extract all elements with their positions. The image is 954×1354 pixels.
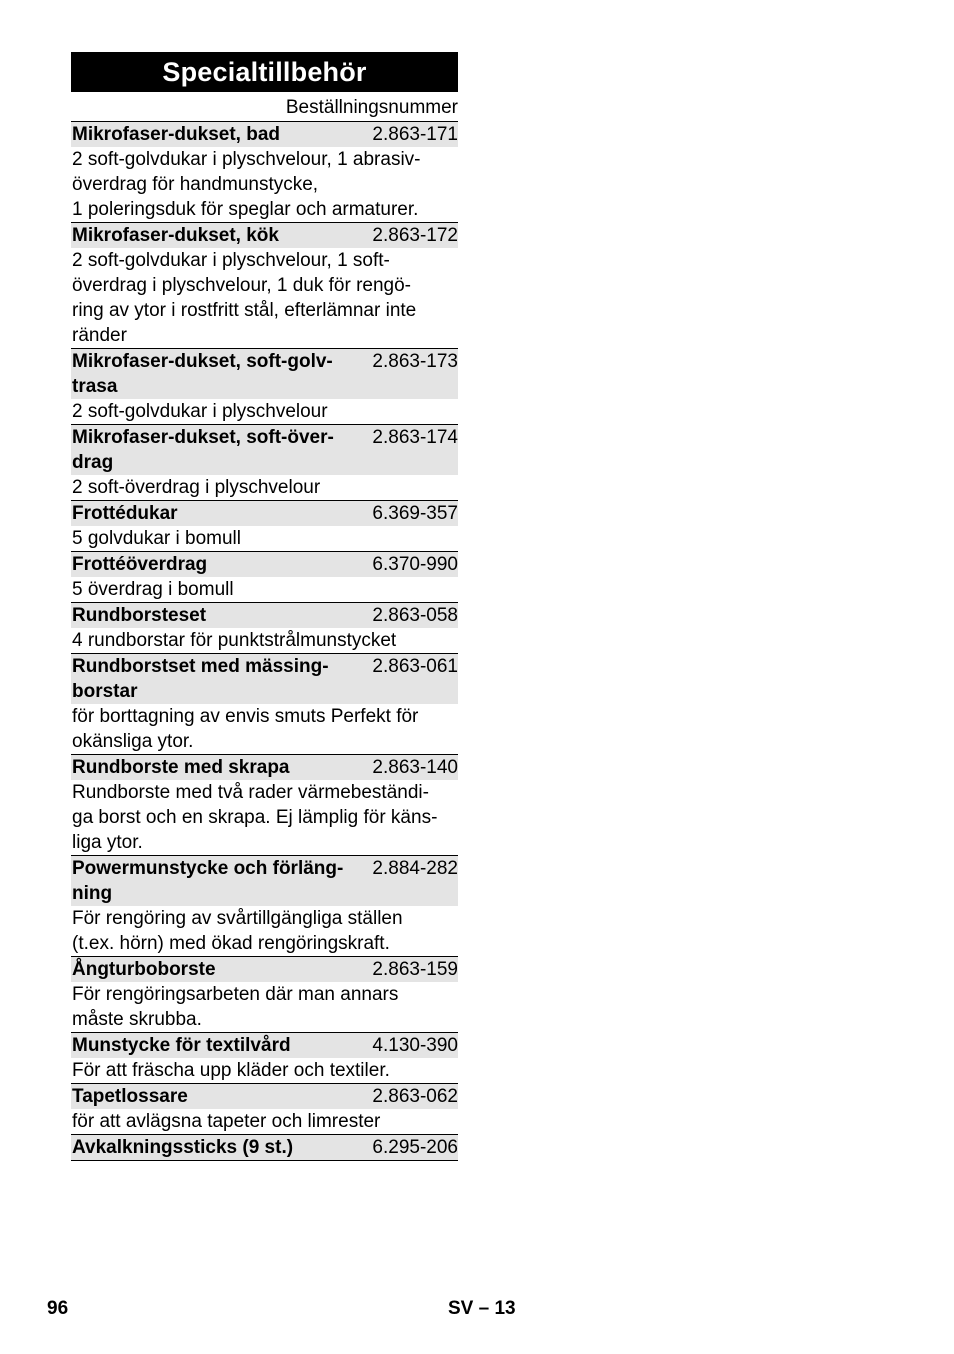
accessory-item [71,223,458,349]
accessory-item [71,957,458,1033]
accessory-item [71,552,458,603]
accessory-item [71,856,458,957]
accessory-order-number: 6.370-990 [372,554,458,575]
accessory-name: Mikrofaser-dukset, bad [72,124,280,145]
accessory-name: Ångturboborste [72,959,216,980]
section-marker: SV – 13 [448,1298,516,1319]
accessory-order-number: 6.369-357 [372,503,458,524]
accessory-item [71,501,458,552]
accessory-description: 5 överdrag i bomull [72,579,234,600]
accessory-item [71,349,458,425]
accessory-order-number: 4.130-390 [372,1035,458,1056]
accessory-name: Frottéöverdrag [72,554,208,575]
accessory-item-header [71,501,458,526]
accessory-item [71,1084,458,1135]
accessory-list [71,122,458,1161]
accessory-description: 2 soft-överdrag i plyschvelour [72,477,321,498]
accessory-item [71,755,458,856]
accessory-name: Tapetlossare [72,1086,188,1107]
accessory-item [71,1135,458,1161]
accessory-item-header [71,1033,458,1058]
accessory-description: för borttagning av envis smuts Perfekt för okänsliga ytor. [72,706,419,752]
accessory-item-header [71,603,458,628]
accessory-name: Rundborstset med mässing- borstar [72,656,329,702]
accessory-description: För rengöringsarbeten där man annars måste skrubba. [72,984,399,1030]
accessory-name: Mikrofaser-dukset, soft-golv- trasa [72,351,333,397]
accessory-item-header [71,856,458,906]
accessory-order-number: 2.863-173 [372,351,458,372]
accessory-name: Mikrofaser-dukset, kök [72,225,279,246]
accessory-description: För att fräscha upp kläder och textiler. [72,1060,390,1081]
accessory-name: Frottédukar [72,503,178,524]
accessory-item [71,1033,458,1084]
accessory-name: Rundborste med skrapa [72,757,290,778]
accessory-order-number: 2.863-058 [372,605,458,626]
order-number-header: Beställningsnummer [71,96,458,122]
accessory-name: Munstycke för textilvård [72,1035,291,1056]
accessory-item-header [71,349,458,399]
accessory-item-header [71,1084,458,1109]
accessory-order-number: 2.863-159 [372,959,458,980]
accessory-order-number: 2.884-282 [372,858,458,879]
accessory-description: 2 soft-golvdukar i plyschvelour, 1 soft- överdrag i plyschvelour, 1 duk för rengö- ring av ytor i rostfritt stål, efterlämnar inte ränder [72,250,417,346]
accessories-column [71,52,458,1161]
accessory-description: 5 golvdukar i bomull [72,528,241,549]
accessory-item-header [71,552,458,577]
section-title: Specialtillbehör [71,52,458,92]
accessory-item-header [71,425,458,475]
accessory-order-number: 2.863-172 [372,225,458,246]
accessory-item [71,425,458,501]
accessory-order-number: 2.863-174 [372,427,458,448]
accessory-item [71,654,458,755]
accessory-description: För rengöring av svårtillgängliga ställen (t.ex. hörn) med ökad rengöringskraft. [72,908,403,954]
accessory-item-header [71,122,458,147]
accessory-order-number: 2.863-062 [372,1086,458,1107]
accessory-item-header [71,755,458,780]
accessory-order-number: 2.863-171 [372,124,458,145]
page-number: 96 [47,1298,69,1319]
accessory-order-number: 2.863-140 [372,757,458,778]
accessory-order-number: 6.295-206 [372,1137,458,1158]
accessory-name: Powermunstycke och förläng- ning [72,858,344,904]
accessory-name: Avkalkningssticks (9 st.) [72,1137,294,1158]
accessory-item [71,122,458,223]
accessory-description: 2 soft-golvdukar i plyschvelour [72,401,328,422]
accessory-item-header [71,223,458,248]
accessory-item [71,603,458,654]
accessory-item-header [71,957,458,982]
accessory-order-number: 2.863-061 [372,656,458,677]
accessory-description: Rundborste med två rader värmebeständi- ga borst och en skrapa. Ej lämplig för käns- liga ytor. [72,782,438,853]
accessory-name: Mikrofaser-dukset, soft-över- drag [72,427,334,473]
accessory-description: 2 soft-golvdukar i plyschvelour, 1 abrasiv- överdrag för handmunstycke, 1 poleringsduk för speglar och armaturer. [72,149,421,220]
accessory-name: Rundborsteset [72,605,207,626]
accessory-item-header [71,654,458,704]
accessory-item-header [71,1135,458,1160]
accessory-description: 4 rundborstar för punktstrålmunstycket [72,630,397,651]
accessory-description: för att avlägsna tapeter och limrester [72,1111,381,1132]
